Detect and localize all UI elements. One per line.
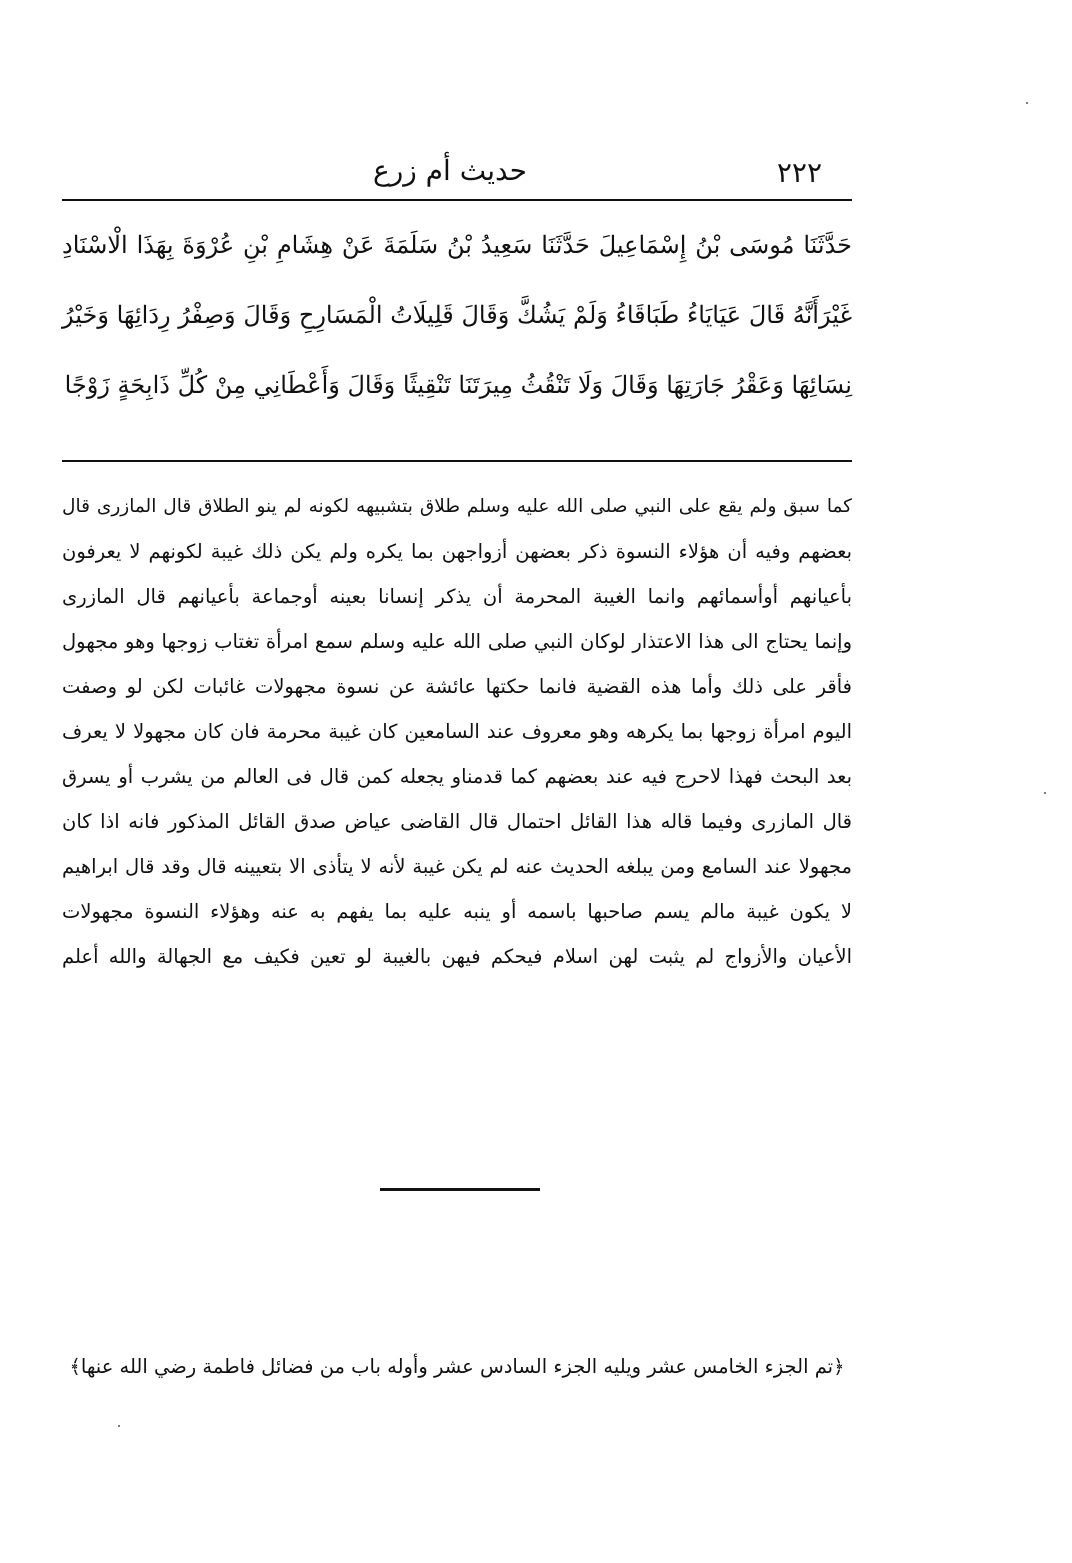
commentary-line: اليوم امرأة زوجها بما يكرهه وهو معروف عند السامعين كان غيبة محرمة فان كان مجهولا لا يعرف [62,720,852,743]
commentary-line: لا يكون غيبة مالم يسم صاحبها باسمه أو ينبه عليه بما يفهم به عنه وهؤلاء النسوة مجهولات [62,900,852,923]
scan-speck [1044,792,1046,794]
commentary-line: بأعيانهم أوأسمائهم وانما الغيبة المحرمة أن يذكر إنسانا بعينه أوجماعة بأعيانهم قال المازرى [62,585,852,608]
commentary-line: وإنما يحتاج الى هذا الاعتذار لوكان النبي صلى الله عليه وسلم سمع امرأة تغتاب زوجها وهو مجهول [62,630,852,653]
section-divider [62,460,852,462]
end-rule [380,1188,540,1191]
page-header [62,148,852,200]
scan-speck [118,1425,120,1427]
volume-colophon: ﴿تم الجزء الخامس عشر ويليه الجزء السادس عشر وأوله باب من فضائل فاطمة رضي الله عنها﴾ [69,1355,845,1378]
commentary-line: مجهولا عند السامع ومن يبلغه الحديث عنه لم يكن غيبة لأنه لا يتأذى الا بتعيينه قال وقد قال ابراهيم [62,855,852,878]
commentary-line: كما سبق ولم يقع على النبي صلى الله عليه وسلم طلاق بتشبيهه لكونه لم ينو الطلاق قال المازرى قال [62,496,852,517]
scan-speck [1026,102,1028,104]
commentary-block [62,484,852,979]
commentary-line: بعضهم وفيه أن هؤلاء النسوة ذكر بعضهن أزواجهن بما يكره ولم يكن ذلك غيبة لكونهم لا يعرفون [62,540,852,563]
header-rule [62,199,852,201]
commentary-line: قال المازرى وفيما قاله هذا القائل احتمال قال القاضى عياض صدق القائل المذكور فانه اذا كان [62,810,852,833]
running-title: حديث أم زرع [373,154,527,187]
hadith-text: حَدَّثَنَا مُوسَى بْنُ إِسْمَاعِيلَ حَدَّثَنَا سَعِيدُ بْنُ سَلَمَةَ عَنْ هِشَامِ بْنِ عُرْوَةَ بِهَذَا الْاسْنَادِ غَيْرَأَنَّهُ قَالَ عَيَايَاءُ طَبَاقَاءُ وَلَمْ يَشُكَّ وَقَالَ قَلِيلَاتُ الْمَسَارِحِ وَقَالَ وَصِفْرُ رِدَائِهَا وَخَيْرُ نِسَائِهَا وَعَقْرُ جَارَتِهَا وَقَالَ وَلَا تَنْقُثُ مِيرَتَنَا تَنْقِيثًا وَقَالَ وَأَعْطَانِي مِنْ كُلِّ ذَابِحَةٍ زَوْجًا [62,231,852,399]
commentary-line: فأقر على ذلك وأما هذه القضية فانما حكتها عائشة عن نسوة مجهولات غائبات لكن لو وصفت [62,675,852,698]
commentary-line: الأعيان والأزواج لم يثبت لهن اسلام فيحكم فيهن بالغيبة لو تعين فكيف مع الجهالة والله أعلم [62,945,852,968]
commentary-line: بعد البحث فهذا لاحرج فيه عند بعضهم كما قدمناو يجعله كمن قال فى العالم من يشرب أو يسرق [62,765,852,788]
page-number: ٢٢٢ [776,156,822,189]
